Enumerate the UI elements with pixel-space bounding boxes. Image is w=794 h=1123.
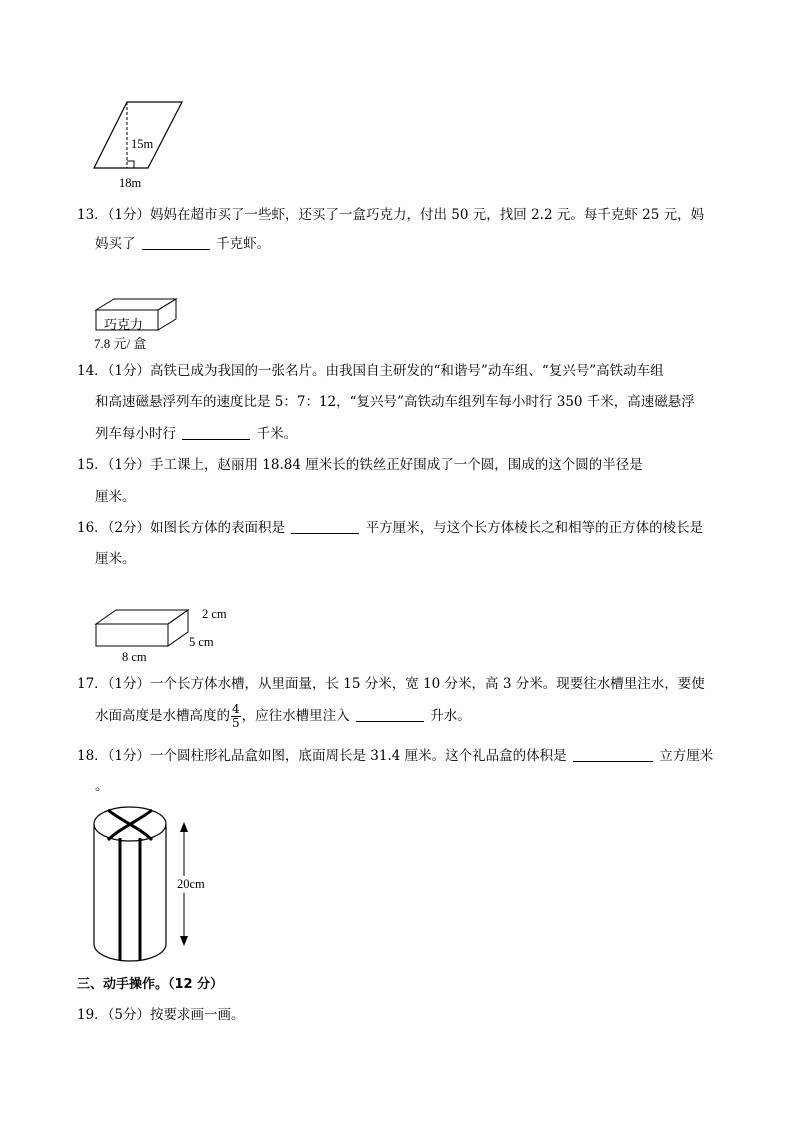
right-angle-mark <box>127 161 134 168</box>
q15-line1: 15．（1分）手工课上，赵丽用 18.84 厘米长的铁丝正好围成了一个圆，围成的这个圆的半径是 <box>77 457 643 473</box>
parallelogram-base-label: 18m <box>119 176 142 190</box>
cuboid-side-face <box>168 610 188 646</box>
section-3-title: 三、动手操作。（12 分） <box>77 977 224 992</box>
box-side-face <box>158 299 176 330</box>
arrow-up-icon <box>180 822 188 832</box>
q13-answer-blank[interactable] <box>142 235 210 250</box>
cuboid-figure <box>92 604 202 652</box>
cylinder-bottom-arc <box>94 944 166 961</box>
parallelogram-shape <box>94 102 182 168</box>
q14-line3-post: 千米。 <box>256 426 298 442</box>
q14-line2: 和高速磁悬浮列车的速度比是 5：7：12，“复兴号”高铁动车组列车每小时行 350 千米，高速磁悬浮 <box>95 394 695 410</box>
q17-fraction-denominator: 5 <box>232 716 240 730</box>
q16-line1 <box>77 519 703 537</box>
q18-answer-blank[interactable] <box>573 747 653 762</box>
cylinder-height-label: 20cm <box>177 877 205 891</box>
cuboid-width-label: 5 cm <box>189 635 214 649</box>
q17-line2-pre: 水面高度是水槽高度的 <box>95 708 230 724</box>
q17-line2-mid: ，应往水槽里注入 <box>241 708 350 724</box>
q14-line3-pre: 列车每小时行 <box>95 426 176 442</box>
q14-answer-blank[interactable] <box>182 425 250 440</box>
cuboid-front-face <box>96 624 168 646</box>
q18-line1-pre: 18．（1分）一个圆柱形礼品盒如图，底面周长是 31.4 厘米。这个礼品盒的体积是 <box>77 748 567 764</box>
q18-line1-post: 立方厘米 <box>659 748 714 764</box>
arrow-down-icon <box>180 936 188 946</box>
q14-line3 <box>95 425 297 443</box>
q17-fraction-numerator: 4 <box>232 702 240 716</box>
q17-answer-blank[interactable] <box>356 707 424 722</box>
q17-fraction <box>231 703 241 730</box>
q13-line2 <box>95 235 270 253</box>
q14-line1: 14．（1分）高铁已成为我国的一张名片。由我国自主研发的“和谐号”动车组、“复兴号”高铁动车组 <box>77 363 664 379</box>
q17-line2 <box>95 702 471 730</box>
q17-line2-post: 升水。 <box>430 708 471 724</box>
q17-line1: 17．（1分）一个长方体水槽，从里面量，长 15 分米，宽 10 分米，高 3 分米。现要往水槽里注水，要使 <box>77 676 705 692</box>
chocolate-box-text: 巧克力 <box>104 317 144 332</box>
q19-line1: 19．（5分）按要求画一画。 <box>77 1007 245 1023</box>
q13-line2-post: 千克虾。 <box>216 236 271 252</box>
chocolate-price-label: 7.8 元/ 盒 <box>94 336 147 351</box>
q18-line2: 。 <box>95 778 109 794</box>
box-top-face <box>96 299 176 310</box>
cuboid-length-label: 8 cm <box>122 650 147 664</box>
q16-line2: 厘米。 <box>95 551 136 567</box>
ribbon-cross <box>108 810 152 840</box>
q18-line1 <box>77 747 713 765</box>
q16-answer-blank[interactable] <box>291 519 359 534</box>
parallelogram-height-label: 15m <box>131 137 154 151</box>
cuboid-top-face <box>96 610 188 624</box>
q15-line2: 厘米。 <box>95 489 136 505</box>
cuboid-height-label: 2 cm <box>202 607 227 621</box>
q16-line1-pre: 16．（2分）如图长方体的表面积是 <box>77 520 286 536</box>
q13-line1: 13．（1分）妈妈在超市买了一些虾，还买了一盒巧克力，付出 50 元，找回 2.2 元。每千克虾 25 元，妈 <box>77 207 705 223</box>
q16-line1-post: 平方厘米，与这个长方体棱长之和相等的正方体的棱长是 <box>365 520 704 536</box>
q13-line2-pre: 妈买了 <box>95 236 136 252</box>
